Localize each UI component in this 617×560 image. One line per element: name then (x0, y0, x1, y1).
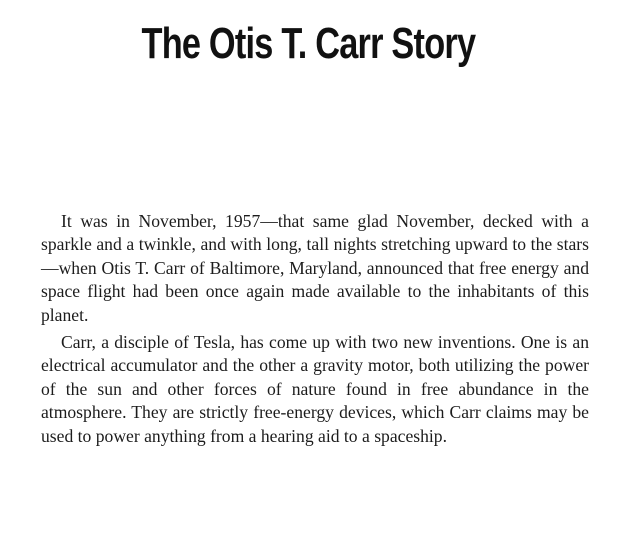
page-title: The Otis T. Carr Story (141, 19, 476, 68)
body-text (41, 210, 589, 452)
paragraph-2: Carr, a disciple of Tesla, has come up with two new inventions. One is an electrical accumulator and the other a gravity motor, both utilizing the power of the sun and other forces of nature found in free abundance in the atmosphere. They are strictly free-energy devices, which Carr claims may be used to power anything from a hearing aid to a spaceship. (41, 332, 589, 446)
paragraph-1: It was in November, 1957—that same glad November, decked with a sparkle and a twinkle, and with long, tall nights stretching upward to the stars—when Otis T. Carr of Baltimore, Maryland, announced that free energy and space flight had been once again made available to the inhabitants of this planet. (41, 211, 589, 325)
